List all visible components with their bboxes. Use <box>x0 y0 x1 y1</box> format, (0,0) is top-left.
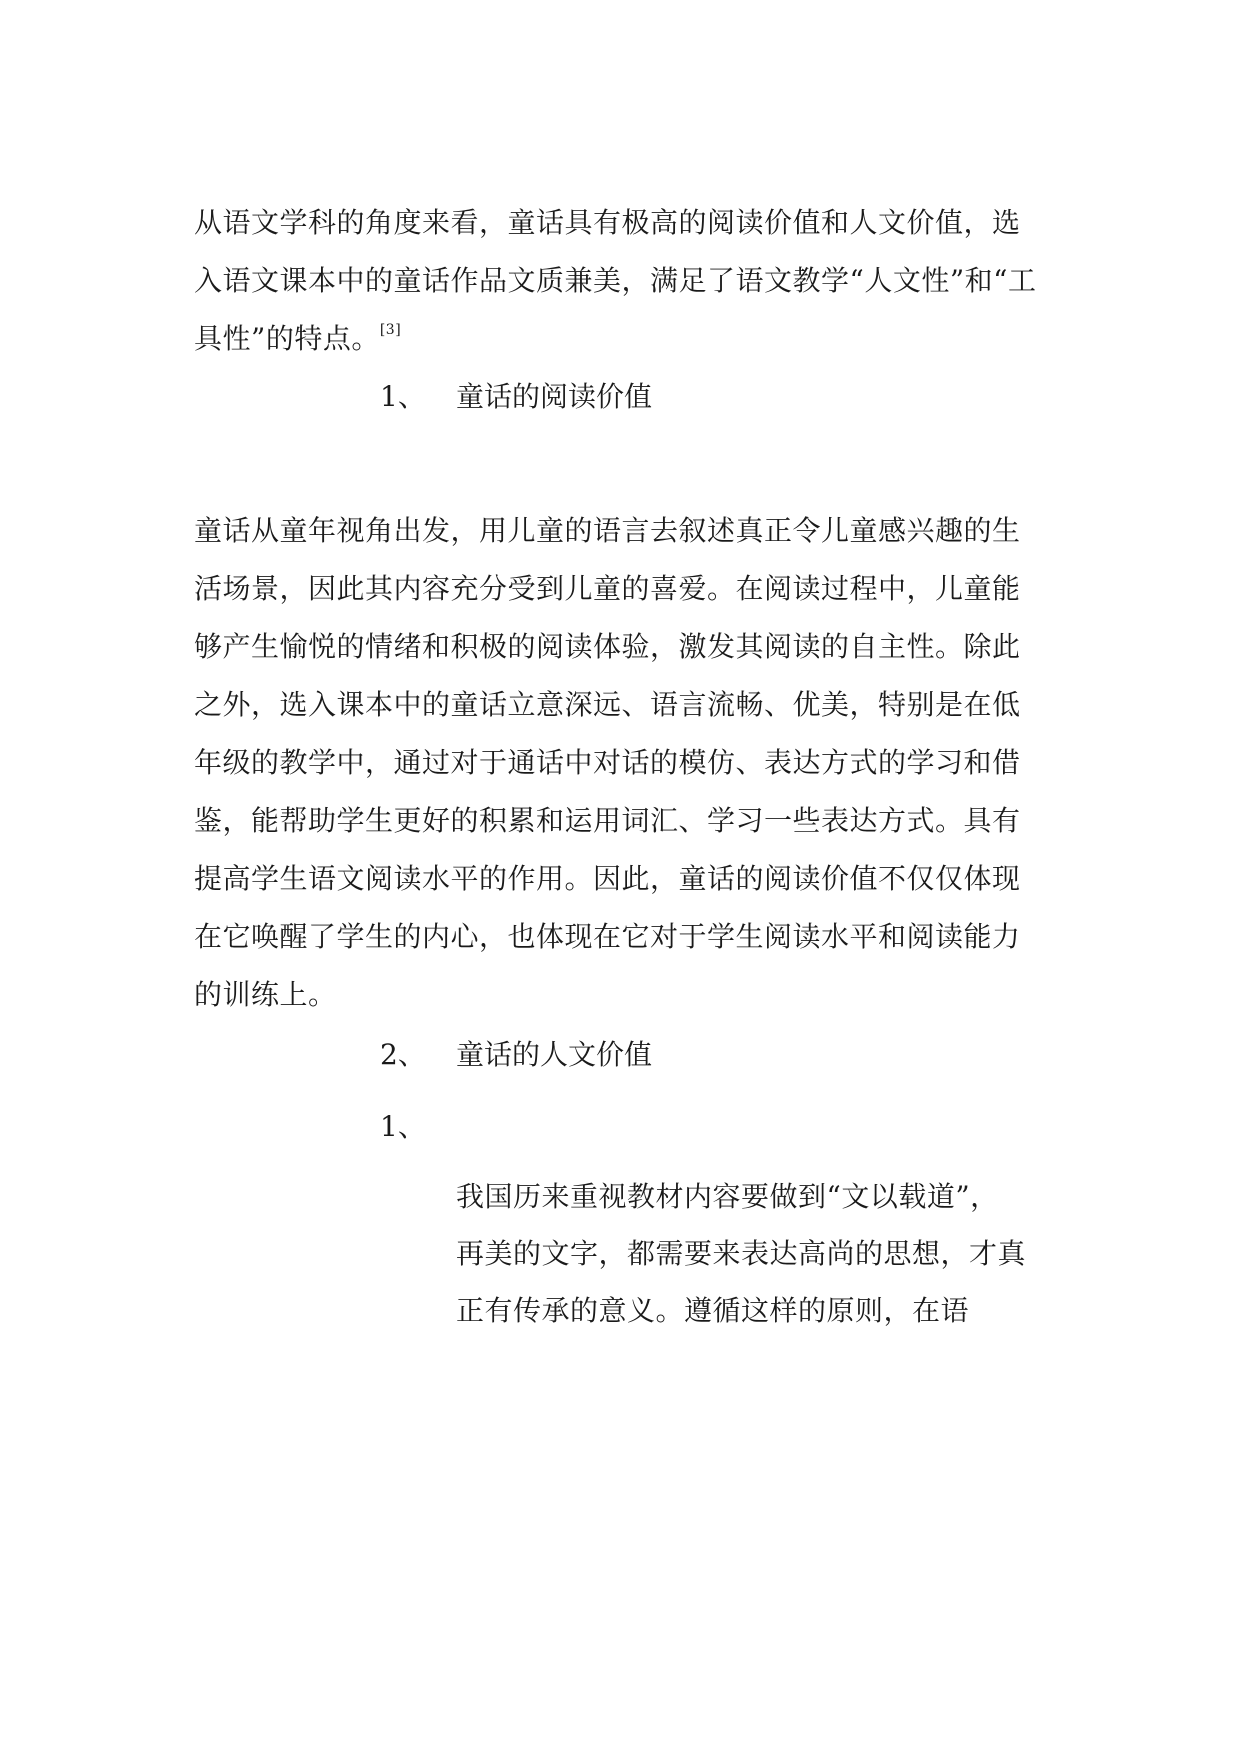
para1-line-2: 入语文课本中的童话作品文质兼美，满足了语文教学“人文性”和“工 <box>194 264 1037 297</box>
sub-item-number: 1、 <box>380 1110 426 1143</box>
para2-line-2: 活场景，因此其内容充分受到儿童的喜爱。在阅读过程中，儿童能 <box>194 572 1021 605</box>
citation-marker: [3] <box>379 321 402 338</box>
heading2-title: 童话的人文价值 <box>456 1038 653 1071</box>
para2-line-1: 童话从童年视角出发，用儿童的语言去叙述真正令儿童感兴趣的生 <box>194 514 1021 547</box>
para3-line-3: 正有传承的意义。遵循这样的原则，在语 <box>456 1294 970 1327</box>
para2-line-7: 提高学生语文阅读水平的作用。因此，童话的阅读价值不仅仅体现 <box>194 862 1021 895</box>
para1-line-3-text: 具性”的特点。 <box>194 322 380 355</box>
heading2-number: 2、 <box>380 1038 426 1071</box>
heading1-number: 1、 <box>380 380 426 413</box>
para2-line-8: 在它唤醒了学生的内心，也体现在它对于学生阅读水平和阅读能力 <box>194 920 1021 953</box>
heading1-title: 童话的阅读价值 <box>456 380 653 413</box>
para2-line-5: 年级的教学中，通过对于通话中对话的模仿、表达方式的学习和借 <box>194 746 1021 779</box>
para2-line-4: 之外，选入课本中的童话立意深远、语言流畅、优美，特别是在低 <box>194 688 1021 721</box>
para1-line-1: 从语文学科的角度来看，童话具有极高的阅读价值和人文价值，选 <box>194 206 1021 239</box>
para3-line-2: 再美的文字，都需要来表达高尚的思想，才真 <box>456 1237 1027 1270</box>
para2-line-3: 够产生愉悦的情绪和积极的阅读体验，激发其阅读的自主性。除此 <box>194 630 1021 663</box>
para2-line-9: 的训练上。 <box>194 978 337 1011</box>
para1-line-3 <box>194 321 401 357</box>
para2-line-6: 鉴，能帮助学生更好的积累和运用词汇、学习一些表达方式。具有 <box>194 804 1021 837</box>
para3-line-1: 我国历来重视教材内容要做到“文以载道”， <box>456 1180 999 1213</box>
